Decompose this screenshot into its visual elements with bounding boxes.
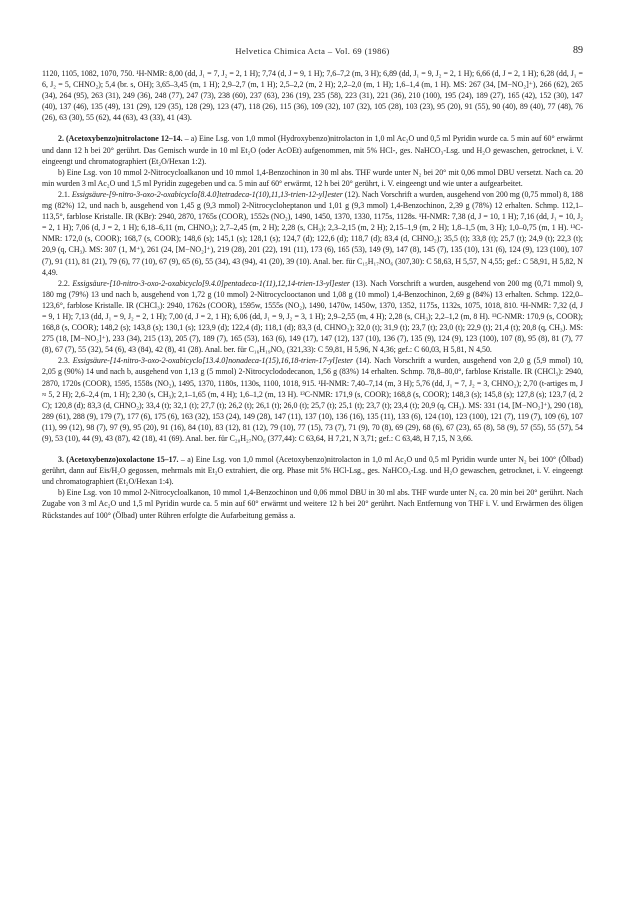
paragraph-compound-14: 2.3. Essigsäure-[14-nitro-3-oxo-2-oxabicyclo[13.4.0]nonadeca-1(15),16,18-trien-17-yl]ester (14). Nach Vorschrift a wurden, ausgehend von 2,0 g (5,9 mmol) 10, 2,05 g (90%) 14 und nach b, ausgehend von 1,13 g (5 mmol) 2-Nitrocyclododecanon, 1,56 g (83%) 14 erhalten. Schmp. 78,8–80,0°, farblose Kristalle. IR (CHCl₃): 2940, 2870, 1720s (COOR), 1595, 1558s (NO₂), 1495, 1370, 1180s, 1130s, 1100, 1018, 915. ¹H-NMR: 7,40–7,14 (m, 3 H); 5,76 (dd, J₁ = 7, J₂ = 3, CHNO₂); 2,70 (t-artiges m, J ≈ 5, 2 H); 2,6–2,4 (m, 1 H); 2,30 (s, CH₃); 2,1–1,65 (m, 4 H); 1,6–1,2 (m, 13 H). ¹³C-NMR: 171,9 (s, COOR); 168,8 (s, COOR); 148,3 (s); 145,8 (s); 127,8 (s); 123,7 (d, 2 C); 120,8 (d); 83,3 (d, CHNO₂); 33,4 (t); 32,1 (t); 27,7 (t); 26,2 (t); 26,1 (t); 26,0 (t); 25,7 (t); 25,1 (t); 23,7 (t); 23,4 (t); 20,9 (q, CH₃). MS: 331 (14, [M−NO₂]⁺), 290 (18), 289 (61), 288 (9), 179 (7), 177 (6), 175 (6), 163 (32), 153 (24), 149 (28), 147 (11), 137 (10), 136 (16), 135 (11), 133 (6), 124 (10), 123 (100), 121 (7), 119 (7), 109 (6), 107 (11), 99 (12), 98 (7), 97 (9), 95 (20), 91 (16), 84 (10), 83 (12), 81 (12), 79 (10), 77 (15), 73 (7), 71 (9), 70 (8), 69 (29), 68 (6), 67 (23), 65 (8), 58 (9), 57 (55), 55 (57), 54 (9), 53 (10), 44 (9), 43 (87), 42 (18), 41 (69). Anal. ber. für C₂₀H₂₇NO₆ (377,44): C 63,64, H 7,21, N 3,71; gef.: C 63,48, H 7,15, N 3,66.: [42, 356, 583, 443]
paragraph-compound-13: 2.2. Essigsäure-[10-nitro-3-oxo-2-oxabicyclo[9.4.0]pentadeca-1(11),12,14-trien-13-yl]ester (13). Nach Vorschrift a wurden, ausgehend von 200 mg (0,71 mmol) 9, 180 mg (79%) 13 und nach b, ausgehend von 1,72 g (10 mmol) 2-Nitrocyclooctanon und 1,08 g (10 mmol) 1,4-Benzochinon, 2,69 g (84%) 13 erhalten. Schmp. 122,0–123,6°, farblose Kristalle. IR (CHCl₃): 2940, 1762s (COOR), 1595w, 1555s (NO₂), 1490, 1470w, 1450w, 1370, 1352, 1175s, 1132s, 1075, 1018, 810. ¹H-NMR: 7,32 (d, J = 9, 1 H); 7,13 (dd, J₁ = 9, J₂ = 2, 1 H); 7,00 (d, J = 2, 1 H); 6,06 (dd, J₁ = 9, J₂ = 3, 1 H); 2,9–2,55 (m, 4 H); 2,28 (s, CH₃); 2,2–1,2 (m, 8 H). ¹³C-NMR: 170,9 (s, COOR); 168,8 (s, COOR); 148,2 (s); 143,8 (s); 130,1 (s); 123,9 (d); 122,4 (d); 118,1 (d); 83,3 (d, CHNO₂); 32,0 (t); 31,9 (t); 23,7 (t); 23,0 (t); 22,9 (t); 21,4 (t); 20,8 (q, CH₃). MS: 275 (18, [M−NO₂]⁺), 233 (34), 215 (13), 205 (7), 189 (7), 165 (53), 163 (6), 149 (17), 147 (12), 137 (10), 136 (7), 135 (9), 124 (9), 123 (100), 107 (8), 95 (8), 81 (7), 77 (8), 67 (7), 55 (32), 54 (6), 43 (84), 42 (8), 41 (28). Anal. ber. für C₁₆H₁₉NO₆ (321,33): C 59,81, H 5,96, N 4,36; gef.: C 60,03, H 5,81, N 4,50.: [42, 278, 583, 355]
compound-name: Essigsäure-[9-nitro-3-oxo-2-oxabicyclo[8.4.0]tetradeca-1(10),11,13-trien-12-yl]ester: [71, 189, 343, 199]
paragraph-procedure-b-oxolactones: b) Eine Lsg. von 10 mmol 2-Nitrocycloalkanon, 10 mmol 1,4-Benzochinon und 0,06 mmol DBU in 30 ml abs. THF wurde unter N₂ ca. 20 min bei 20° gerührt. Nach Zugabe von 3 ml Ac₂O und 1,5 ml Pyridin wurde ca. 5 min auf 60° erwärmt und weitere 12 h bei 20° gerührt. Nach Entfernung von THF i. V. und Erwärmen des öligen Rückstandes auf 100° (Ölbad) unter Rühren erfolgte die Aufarbeitung gemäss a.: [42, 488, 583, 520]
paragraph-compound-12: 2.1. Essigsäure-[9-nitro-3-oxo-2-oxabicyclo[8.4.0]tetradeca-1(10),11,13-trien-12-yl]ester (12). Nach Vorschrift a wurden, ausgehend von 200 mg (0,75 mmol) 8, 188 mg (82%) 12, und nach b, ausgehend von 1,45 g (9,3 mmol) 2-Nitrocycloheptanon und 1,01 g (9,3 mmol) 1,4-Benzochinon, 2,39 g (78%) 12 erhalten. Schmp. 112,1–113,5°, farblose Kristalle. IR (KBr): 2940, 2870, 1765s (COOR), 1552s (NO₂), 1490, 1450, 1370, 1330, 1175s, 1128s. ¹H-NMR: 7,38 (d, J = 10, 1 H); 7,16 (dd, J₁ = 10, J₂ = 2, 1 H); 7,06 (d, J = 2, 1 H); 6,18–6,11 (m, CHNO₂); 2,7–2,45 (m, 2 H); 2,28 (s, CH₃); 2,3–2,15 (m, 2 H); 2,15–1,9 (m, 2 H); 1,8–1,5 (m, 3 H); 1,0–0,75 (m, 1 H). ¹³C-NMR: 172,0 (s, COOR); 168,7 (s, COOR); 148,6 (s); 145,1 (s); 128,1 (s); 124,7 (d); 122,6 (d); 118,7 (d); 83,4 (d, CHNO₂); 35,5 (t); 33,8 (t); 25,7 (t); 24,9 (t); 22,3 (t); 20,9 (q, CH₃). MS: 307 (1, M⁺), 261 (24, [M−NO₂]⁺), 219 (28), 201 (22), 191 (11), 173 (6), 165 (53), 149 (9), 147 (8), 145 (7), 135 (10), 131 (6), 124 (9), 123 (100), 107 (7), 91 (11), 81 (21), 79 (6), 77 (10), 67 (9), 65 (6), 55 (34), 43 (94), 41 (20), 39 (10). Anal. ber. für C₁₅H₁₇NO₆ (307,30): C 58,63, H 5,57, N 4,55; gef.: C 58,91, H 5,82, N 4,49.: [42, 189, 584, 277]
compound-name: Essigsäure-[10-nitro-3-oxo-2-oxabicyclo[9.4.0]pentadeca-1(11),12,14-trien-13-yl]ester: [72, 278, 350, 288]
paragraph-continued-spectra: 1120, 1105, 1082, 1070, 750. ¹H-NMR: 8,00 (dd, J₁ = 7, J₂ = 2, 1 H); 7,74 (d, J = 9, 1 H); 7,6–7,2 (m, 3 H); 6,89 (dd, J₁ = 9, J₂ = 2, 1 H); 6,66 (d, J = 2, 1 H); 6,28 (dd, J₁ = 6, J₂ = 5, CHNO₂); 5,4 (br. s, OH); 3,65–3,45 (m, 1 H); 2,9–2,7 (m, 1 H); 2,5–2,2 (m, 2 H); 2,2–2,0 (m, 1 H); 1,6–1,4 (m, 1 H). MS: 267 (34, [M−NO₂]⁺), 266 (62), 265 (34), 264 (95), 263 (31), 249 (36), 248 (77), 247 (73), 238 (60), 237 (63), 236 (19), 235 (58), 223 (31), 221 (36), 210 (100), 195 (24), 189 (27), 165 (42), 152 (30), 147 (40), 137 (46), 135 (49), 131 (29), 129 (35), 128 (29), 123 (47), 118 (26), 115 (36), 109 (32), 107 (32), 105 (28), 103 (23), 95 (20), 91 (55), 90 (40), 89 (40), 77 (48), 76 (26), 63 (30), 55 (62), 44 (63), 43 (33), 41 (43).: [42, 69, 583, 123]
section-heading: 2. (Acetoxybenzo)nitrolactone 12–14.: [58, 134, 183, 144]
article-body: [42, 68, 583, 521]
paragraph-procedure-b: b) Eine Lsg. von 10 mmol 2-Nitrocycloalkanon und 10 mmol 1,4-Benzochinon in 30 ml abs. THF wurde unter N₂ bei 20° mit 0,06 mmol DBU versetzt. Nach ca. 20 min wurden 3 ml Ac₂O und 1,5 ml Pyridin zugegeben und ca. 5 min auf 60° erwärmt, 12 h bei 20° gerührt, i. V. eingeengt und wie unter a aufgearbeitet.: [42, 167, 583, 188]
section-3-acetoxybenzo-oxolactones: 3. (Acetoxybenzo)oxolactone 15–17. – a) Eine Lsg. von 1,0 mmol (Acetoxybenzo)nitrolacton in 1,0 ml Ac₂O und 0,5 ml Pyridin wurde unter N₂ bei 100° (Ölbad) gerührt, dann auf Eis/H₂O gegossen, mehrmals mit Et₂O extrahiert, die org. Phase mit 5% HCl-Lsg., ges. NaHCO₃-Lsg. und H₂O gewaschen, getrocknet, i. V. eingeengt und chromatographiert (Et₂O/Hexan 1:4).: [42, 455, 583, 487]
page-number: 89: [573, 45, 583, 56]
section-heading: 3. (Acetoxybenzo)oxolactone 15–17.: [58, 455, 179, 465]
compound-name: Essigsäure-[14-nitro-3-oxo-2-oxabicyclo[13.4.0]nonadeca-1(15),16,18-trien-17-yl]ester: [72, 356, 354, 366]
running-header: [42, 44, 583, 62]
journal-title: Helvetica Chimica Acta – Vol. 69 (1986): [235, 46, 390, 56]
section-2-acetoxybenzo-nitrolactones: 2. (Acetoxybenzo)nitrolactone 12–14. – a) Eine Lsg. von 1,0 mmol (Hydroxybenzo)nitrolacton in 1,0 ml Ac₂O und 0,5 ml Pyridin wurde ca. 5 min auf 60° erwärmt und dann 12 h bei 20° gerührt. Das Gemisch wurde in 10 ml Et₂O (oder AcOEt) aufgenommen, mit 5% HCl-, ges. NaHCO₃-Lsg. und H₂O gewaschen, getrocknet, i. V. eingeengt und chromatographiert (Et₂O/Hexan 1:2).: [42, 134, 584, 166]
